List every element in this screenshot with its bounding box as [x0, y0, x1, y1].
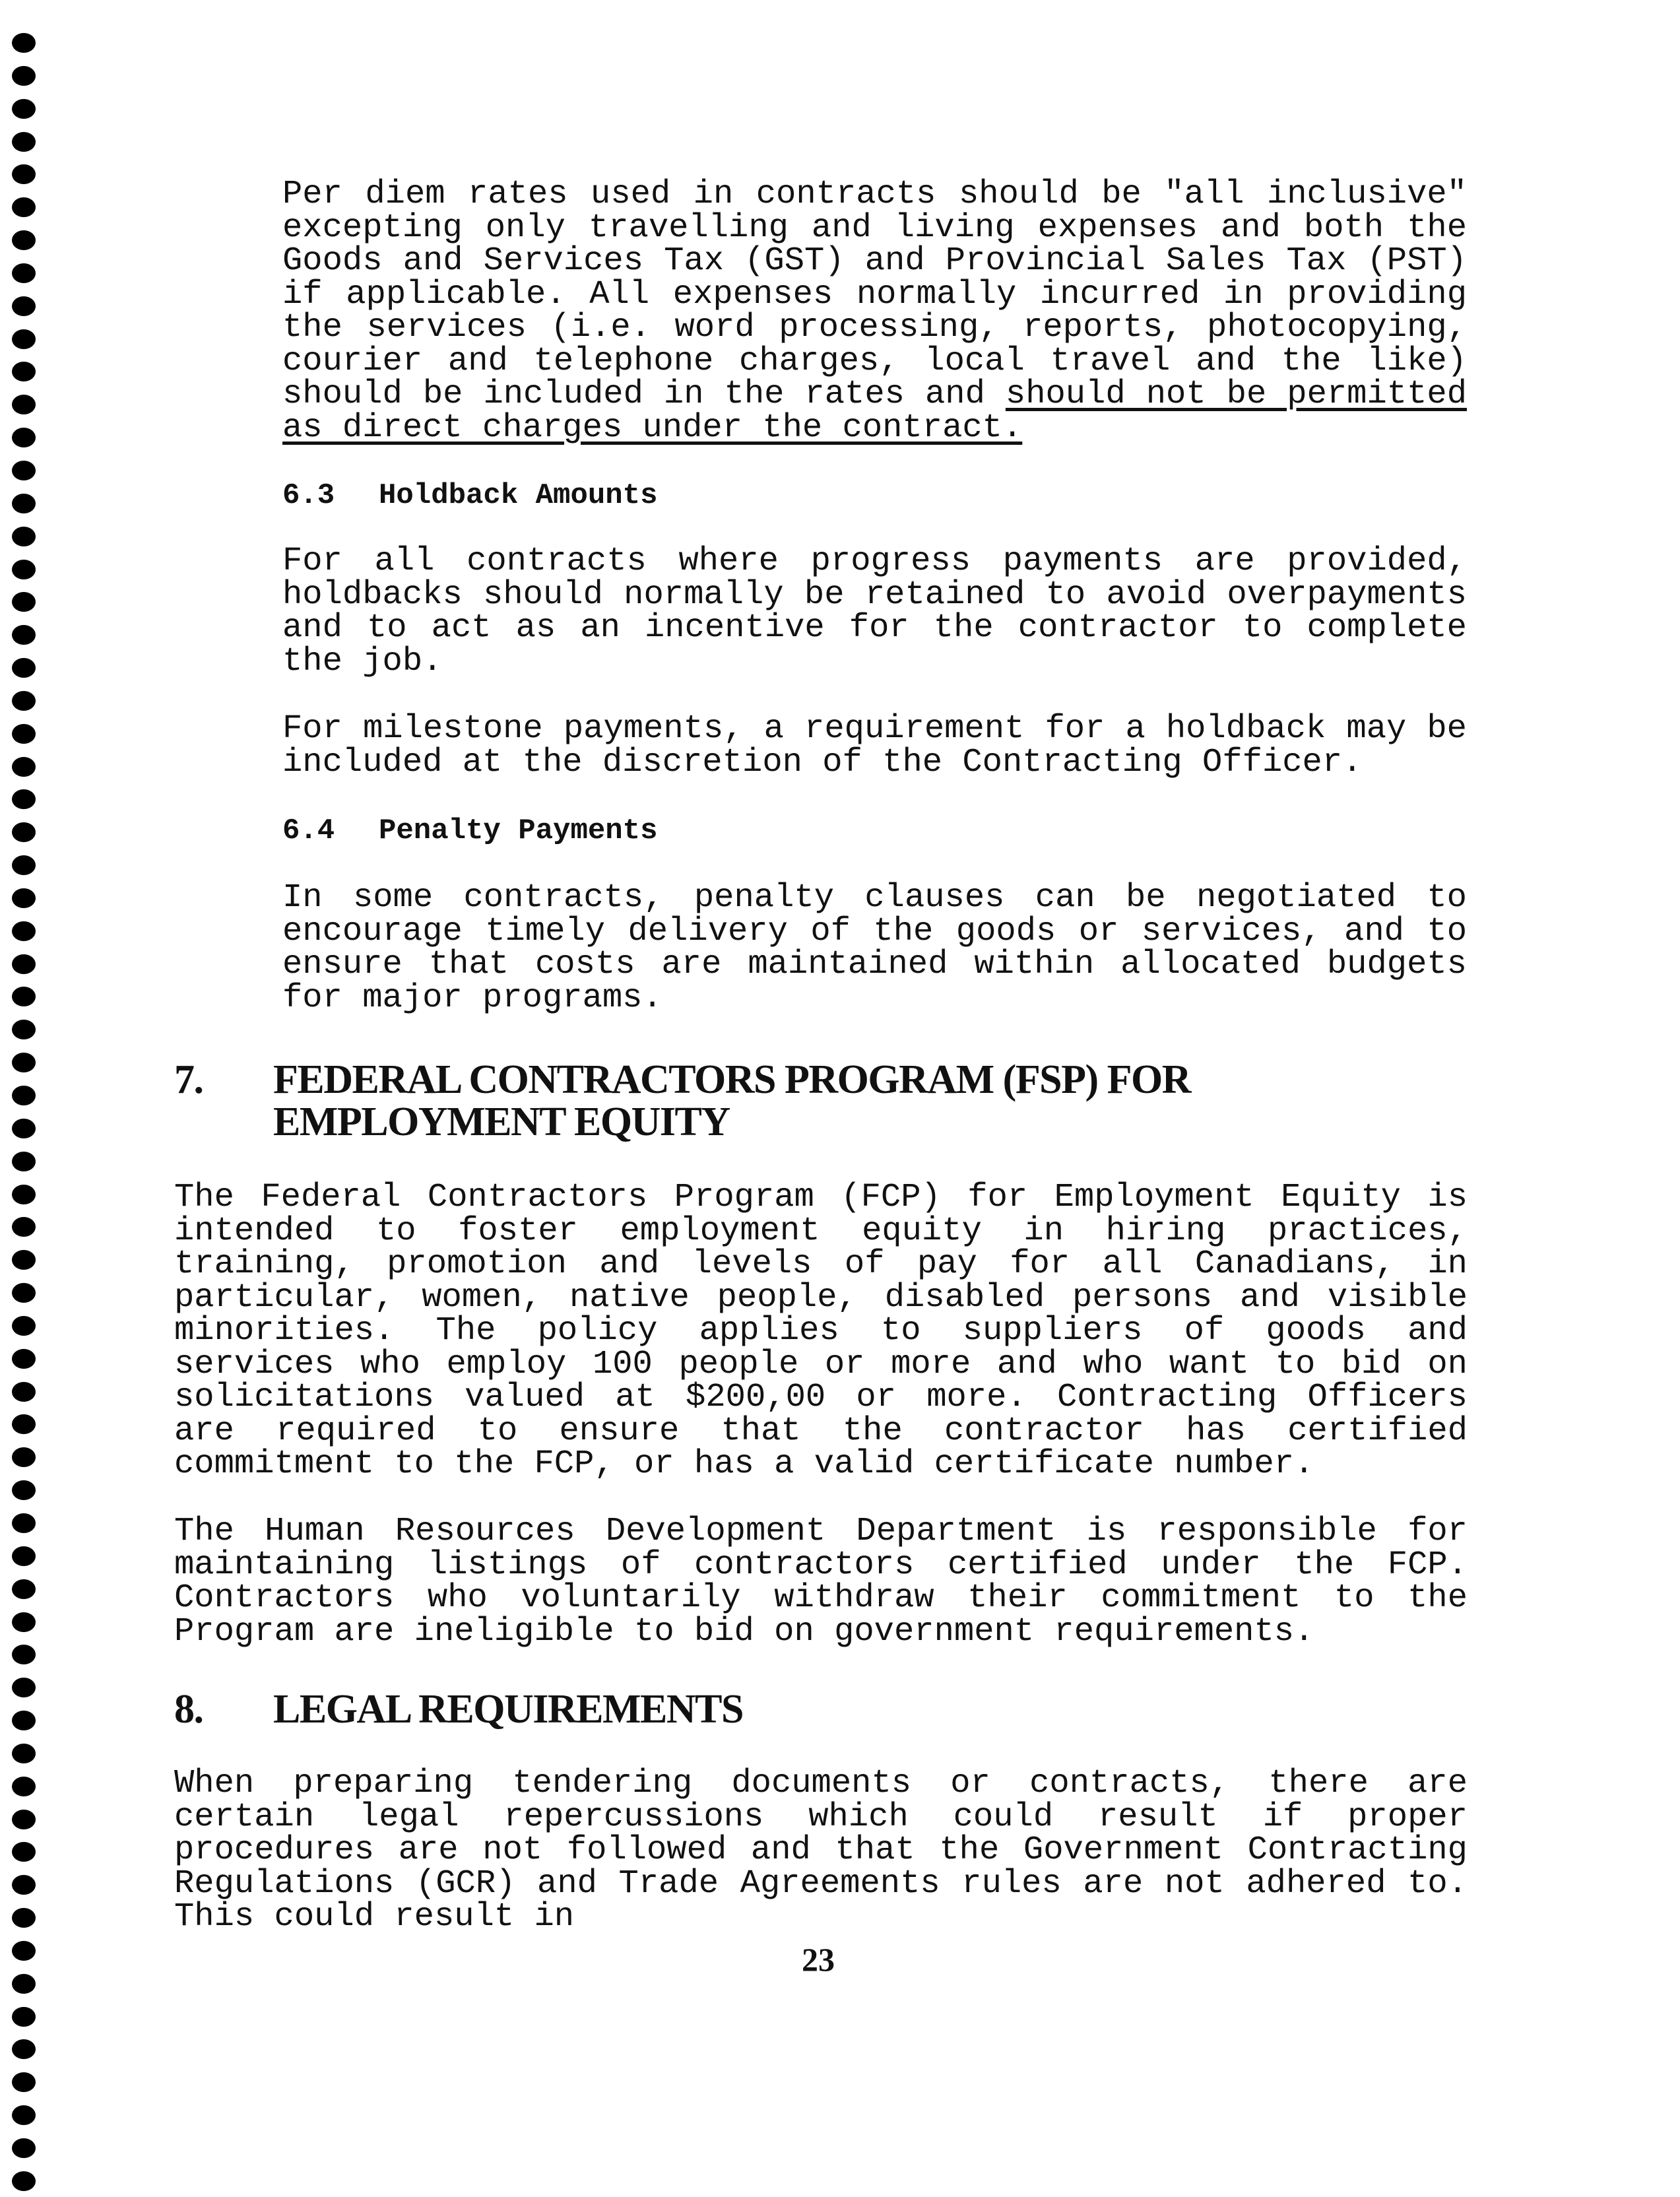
binding-hole [12, 1283, 36, 1303]
binding-hole [12, 592, 36, 612]
binding-hole [12, 921, 36, 941]
legal-paragraph: When preparing tendering documents or contracts, there are certain legal repercussions which could result if proper procedures are not followed and that the Government Contracting Regulations (GCR) and Trade Agreements rules are not adhered to. This could result in [174, 1765, 1468, 1936]
subsection-6-3-title: Holdback Amounts [379, 479, 658, 512]
binding-hole [12, 1777, 36, 1796]
binding-hole [12, 362, 36, 381]
binding-hole [12, 164, 36, 184]
binding-hole [12, 1217, 36, 1237]
binding-hole [12, 428, 36, 447]
binding-hole [12, 724, 36, 744]
per-diem-underlined-text: should not be permitted as direct charges under the contract. [282, 376, 1468, 447]
binding-hole [12, 1842, 36, 1862]
binding-hole [12, 1645, 36, 1664]
page-number: 23 [802, 1941, 835, 1978]
binding-hole [12, 1152, 36, 1171]
binding-hole [12, 1382, 36, 1402]
section-8-title: LEGAL REQUIREMENTS [273, 1687, 744, 1732]
penalty-paragraph: In some contracts, penalty clauses can be negotiated to encourage timely delivery of the goods or services, and to ensure that costs are maintained within allocated budgets for major programs. [282, 879, 1467, 1017]
binding-hole [12, 658, 36, 678]
binding-hole [12, 2138, 36, 2158]
hrdd-paragraph: The Human Resources Development Department is responsible for maintaining listings of contractors certified under the FCP. Contractors who voluntarily withdraw their commitment to the Program are ineligible to bid on government requirements. [174, 1513, 1468, 1651]
binding-hole [12, 954, 36, 974]
binding-hole [12, 1612, 36, 1632]
binding-hole [12, 625, 36, 645]
binding-hole [12, 1908, 36, 1928]
binding-hole [12, 757, 36, 777]
per-diem-paragraph [282, 178, 1467, 445]
binding-hole [12, 1941, 36, 1961]
binding-hole [12, 33, 36, 53]
binding-hole [12, 99, 36, 119]
binding-hole [12, 296, 36, 316]
binding-hole [12, 1546, 36, 1566]
binding-hole [12, 197, 36, 217]
binding-hole [12, 1875, 36, 1895]
binding-hole [12, 789, 36, 809]
milestone-paragraph: For milestone payments, a requirement for a holdback may be included at the discretion of the Contracting Officer. [282, 710, 1467, 781]
binding-hole [12, 1810, 36, 1829]
binding-hole [12, 1020, 36, 1039]
binding-hole [12, 132, 36, 152]
binding-hole [12, 1316, 36, 1336]
binding-hole [12, 2072, 36, 2092]
binding-hole [12, 888, 36, 908]
binding-hole [12, 1414, 36, 1434]
binding-hole [12, 1086, 36, 1105]
binding-hole [12, 66, 36, 86]
binding-hole [12, 230, 36, 250]
fcp-paragraph: The Federal Contractors Program (FCP) for Employment Equity is intended to foster employment equity in hiring practices, training, promotion and levels of pay for all Canadians, in particular, women, native people, disabled persons and visible minorities. The policy applies to suppliers of goods and services who employ 100 people or more and who want to bid on solicitations valued at $200,00 or more. Contracting Officers are required to ensure that the contractor has certified commitment to the FCP, or has a valid certificate number. [174, 1179, 1468, 1483]
binding-hole [12, 1744, 36, 1763]
section-7-number: 7. [174, 1057, 203, 1102]
subsection-6-3-heading [282, 479, 657, 512]
binding-hole [12, 2171, 36, 2191]
subsection-6-4-title: Penalty Payments [379, 814, 658, 847]
binding-hole [12, 560, 36, 579]
section-7-title: FEDERAL CONTRACTORS PROGRAM (FSP) FOR EMPLOYMENT EQUITY [273, 1057, 1191, 1144]
holdback-paragraph: For all contracts where progress payments are provided, holdbacks should normally be retained to avoid overpayments and to act as an incentive for the contractor to complete the job. [282, 542, 1467, 680]
binding-hole [12, 1053, 36, 1072]
section-8-heading [174, 1688, 1487, 1730]
binding-hole [12, 1447, 36, 1467]
binding-hole [12, 1711, 36, 1730]
binding-hole [12, 691, 36, 711]
binding-hole [12, 1349, 36, 1369]
binding-hole [12, 2105, 36, 2125]
binding-hole [12, 2007, 36, 2027]
binding-hole [12, 855, 36, 875]
binding-hole [12, 494, 36, 513]
binding-hole [12, 1513, 36, 1533]
binding-hole [12, 2039, 36, 2059]
per-diem-text: Per diem rates used in contracts should be "all inclusive" excepting only travelling and living expenses and both the Goods and Services Tax (GST) and Provincial Sales Tax (PST) if applicable. All expenses normally incurred in providing the services (i.e. word processing, reports, photocopying, courier and telephone charges, local travel and the like) should be included in the rates and [282, 176, 1467, 413]
binding-hole [12, 461, 36, 480]
subsection-6-4-number: 6.4 [282, 814, 335, 847]
binding-hole [12, 1185, 36, 1204]
binding-hole [12, 1480, 36, 1500]
binding-hole [12, 329, 36, 349]
binding-hole [12, 1119, 36, 1138]
section-8-number: 8. [174, 1687, 203, 1732]
binding-hole [12, 395, 36, 414]
section-7-heading [174, 1059, 1487, 1143]
binding-hole [12, 1250, 36, 1270]
binding-hole [12, 1579, 36, 1599]
subsection-6-4-heading [282, 814, 657, 847]
binding-hole [12, 1678, 36, 1697]
binding-holes [12, 33, 41, 2191]
binding-hole [12, 987, 36, 1006]
binding-hole [12, 527, 36, 546]
binding-hole [12, 263, 36, 283]
subsection-6-3-number: 6.3 [282, 479, 335, 512]
binding-hole [12, 822, 36, 842]
binding-hole [12, 1974, 36, 1994]
